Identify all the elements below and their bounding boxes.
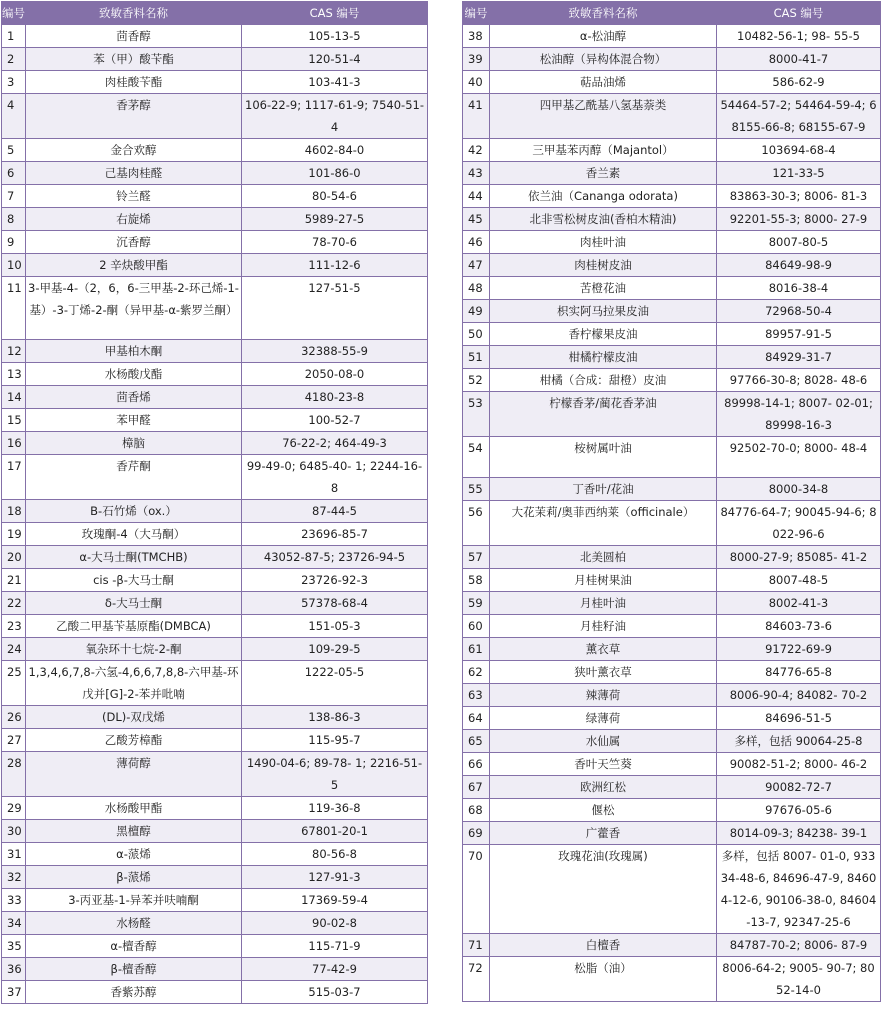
table-row bbox=[463, 392, 881, 437]
row-number: 41 bbox=[463, 94, 490, 139]
table-row bbox=[463, 277, 881, 300]
table-row bbox=[463, 730, 881, 753]
cas-number: 43052-87-5; 23726-94-5 bbox=[242, 546, 428, 569]
cas-number: 101-86-0 bbox=[242, 162, 428, 185]
row-number: 37 bbox=[2, 981, 26, 1004]
header-row bbox=[2, 2, 428, 25]
fragrance-name: 沉香醇 bbox=[26, 231, 242, 254]
cas-number: 23726-92-3 bbox=[242, 569, 428, 592]
fragrance-name: β-蒎烯 bbox=[26, 866, 242, 889]
cas-number: 106-22-9; 1117-61-9; 7540-51-4 bbox=[242, 94, 428, 139]
cas-number: 515-03-7 bbox=[242, 981, 428, 1004]
cas-number: 103-41-3 bbox=[242, 71, 428, 94]
cas-number: 78-70-6 bbox=[242, 231, 428, 254]
fragrance-name: 水仙属 bbox=[490, 730, 717, 753]
row-number: 4 bbox=[2, 94, 26, 139]
cas-number: 84929-31-7 bbox=[717, 346, 881, 369]
row-number: 19 bbox=[2, 523, 26, 546]
row-number: 66 bbox=[463, 753, 490, 776]
cas-number: 76-22-2; 464-49-3 bbox=[242, 432, 428, 455]
cas-number: 109-29-5 bbox=[242, 638, 428, 661]
row-number: 48 bbox=[463, 277, 490, 300]
fragrance-name: β-檀香醇 bbox=[26, 958, 242, 981]
cas-number: 84776-64-7; 90045-94-6; 8022-96-6 bbox=[717, 501, 881, 546]
cas-number: 92502-70-0; 8000- 48-4 bbox=[717, 437, 881, 478]
cas-number: 89998-14-1; 8007- 02-01; 89998-16-3 bbox=[717, 392, 881, 437]
row-number: 18 bbox=[2, 500, 26, 523]
row-number: 15 bbox=[2, 409, 26, 432]
fragrance-name: 北非雪松树皮油(香柏木精油) bbox=[490, 208, 717, 231]
header-name: 致敏香料名称 bbox=[26, 2, 242, 25]
table-row bbox=[463, 71, 881, 94]
table-row bbox=[463, 369, 881, 392]
table-row bbox=[2, 935, 428, 958]
fragrance-name: 香茅醇 bbox=[26, 94, 242, 139]
row-number: 28 bbox=[2, 752, 26, 797]
cas-number: 84696-51-5 bbox=[717, 707, 881, 730]
fragrance-name: 薰衣草 bbox=[490, 638, 717, 661]
fragrance-name: 黑檀醇 bbox=[26, 820, 242, 843]
row-number: 42 bbox=[463, 139, 490, 162]
cas-number: 89957-91-5 bbox=[717, 323, 881, 346]
table-row bbox=[2, 500, 428, 523]
fragrance-name: 香紫苏醇 bbox=[26, 981, 242, 1004]
table-row bbox=[2, 455, 428, 500]
fragrance-name: 3-甲基-4-（2，6，6-三甲基-2-环己烯-1-基）-3-丁烯-2-酮（异甲基-α-紫罗兰酮） bbox=[26, 277, 242, 340]
cas-number: 23696-85-7 bbox=[242, 523, 428, 546]
row-number: 12 bbox=[2, 340, 26, 363]
row-number: 35 bbox=[2, 935, 26, 958]
table-row bbox=[2, 706, 428, 729]
table-row bbox=[463, 25, 881, 48]
cas-number: 111-12-6 bbox=[242, 254, 428, 277]
row-number: 45 bbox=[463, 208, 490, 231]
fragrance-name: 水杨酸戊酯 bbox=[26, 363, 242, 386]
fragrance-name: 狭叶薰衣草 bbox=[490, 661, 717, 684]
cas-number: 97676-05-6 bbox=[717, 799, 881, 822]
fragrance-name: α-蒎烯 bbox=[26, 843, 242, 866]
table-row bbox=[2, 546, 428, 569]
fragrance-name: 白檀香 bbox=[490, 934, 717, 957]
table-row bbox=[463, 185, 881, 208]
table-row bbox=[2, 185, 428, 208]
fragrance-name: 水杨醛 bbox=[26, 912, 242, 935]
row-number: 26 bbox=[2, 706, 26, 729]
cas-number: 84603-73-6 bbox=[717, 615, 881, 638]
fragrance-name: 铃兰醛 bbox=[26, 185, 242, 208]
table-row bbox=[463, 162, 881, 185]
fragrance-name: 依兰油（Cananga odorata) bbox=[490, 185, 717, 208]
table-row bbox=[463, 684, 881, 707]
table-row bbox=[463, 478, 881, 501]
table-row bbox=[463, 208, 881, 231]
cas-number: 72968-50-4 bbox=[717, 300, 881, 323]
cas-number: 100-52-7 bbox=[242, 409, 428, 432]
row-number: 65 bbox=[463, 730, 490, 753]
cas-number: 67801-20-1 bbox=[242, 820, 428, 843]
row-number: 53 bbox=[463, 392, 490, 437]
fragrance-name: 玫瑰酮-4（大马酮） bbox=[26, 523, 242, 546]
row-number: 52 bbox=[463, 369, 490, 392]
table-row bbox=[463, 615, 881, 638]
cas-number: 90-02-8 bbox=[242, 912, 428, 935]
table-row bbox=[2, 981, 428, 1004]
fragrance-name: 月桂树果油 bbox=[490, 569, 717, 592]
header-num: 编号 bbox=[2, 2, 26, 25]
fragrance-name: 苦橙花油 bbox=[490, 277, 717, 300]
fragrance-name: δ-大马士酮 bbox=[26, 592, 242, 615]
cas-number: 119-36-8 bbox=[242, 797, 428, 820]
row-number: 31 bbox=[2, 843, 26, 866]
fragrance-name: 三甲基苯丙醇（Majantol） bbox=[490, 139, 717, 162]
header-cas: CAS 编号 bbox=[242, 2, 428, 25]
cas-number: 32388-55-9 bbox=[242, 340, 428, 363]
fragrance-name: 月桂籽油 bbox=[490, 615, 717, 638]
table-row bbox=[2, 569, 428, 592]
fragrance-name: 香兰素 bbox=[490, 162, 717, 185]
header-cas: CAS 编号 bbox=[717, 2, 881, 25]
table-row bbox=[2, 752, 428, 797]
row-number: 60 bbox=[463, 615, 490, 638]
row-number: 21 bbox=[2, 569, 26, 592]
table-row bbox=[2, 231, 428, 254]
fragrance-name: 乙酸芳樟酯 bbox=[26, 729, 242, 752]
table-row bbox=[463, 546, 881, 569]
row-number: 39 bbox=[463, 48, 490, 71]
row-number: 27 bbox=[2, 729, 26, 752]
table-row bbox=[463, 254, 881, 277]
fragrance-name: 氧杂环十七烷-2-酮 bbox=[26, 638, 242, 661]
cas-number: 4602-84-0 bbox=[242, 139, 428, 162]
cas-number: 80-56-8 bbox=[242, 843, 428, 866]
row-number: 8 bbox=[2, 208, 26, 231]
row-number: 36 bbox=[2, 958, 26, 981]
table-row bbox=[2, 363, 428, 386]
row-number: 47 bbox=[463, 254, 490, 277]
table-row bbox=[2, 889, 428, 912]
row-number: 59 bbox=[463, 592, 490, 615]
fragrance-name: 苯甲醛 bbox=[26, 409, 242, 432]
row-number: 49 bbox=[463, 300, 490, 323]
fragrance-name: 萜品油烯 bbox=[490, 71, 717, 94]
fragrance-name: 枳实阿马拉果皮油 bbox=[490, 300, 717, 323]
fragrance-name: 香叶天竺葵 bbox=[490, 753, 717, 776]
row-number: 20 bbox=[2, 546, 26, 569]
cas-number: 97766-30-8; 8028- 48-6 bbox=[717, 369, 881, 392]
row-number: 30 bbox=[2, 820, 26, 843]
row-number: 43 bbox=[463, 162, 490, 185]
cas-number: 4180-23-8 bbox=[242, 386, 428, 409]
fragrance-name: 己基肉桂醛 bbox=[26, 162, 242, 185]
row-number: 58 bbox=[463, 569, 490, 592]
header-name: 致敏香料名称 bbox=[490, 2, 717, 25]
table-row bbox=[2, 162, 428, 185]
table-row bbox=[463, 707, 881, 730]
row-number: 14 bbox=[2, 386, 26, 409]
cas-number: 8000-34-8 bbox=[717, 478, 881, 501]
cas-number: 8007-80-5 bbox=[717, 231, 881, 254]
cas-number: 91722-69-9 bbox=[717, 638, 881, 661]
row-number: 5 bbox=[2, 139, 26, 162]
row-number: 64 bbox=[463, 707, 490, 730]
row-number: 54 bbox=[463, 437, 490, 478]
table-row bbox=[2, 71, 428, 94]
fragrance-name: 辣薄荷 bbox=[490, 684, 717, 707]
fragrance-name: 甲基柏木酮 bbox=[26, 340, 242, 363]
table-row bbox=[2, 661, 428, 706]
fragrance-name: 桉树属叶油 bbox=[490, 437, 717, 478]
table-row bbox=[2, 615, 428, 638]
header-row bbox=[463, 2, 881, 25]
cas-number: 54464-57-2; 54464-59-4; 68155-66-8; 68155-67-9 bbox=[717, 94, 881, 139]
cas-number: 8006-64-2; 9005- 90-7; 8052-14-0 bbox=[717, 957, 881, 1002]
fragrance-name: 肉桂叶油 bbox=[490, 231, 717, 254]
table-row bbox=[463, 661, 881, 684]
row-number: 13 bbox=[2, 363, 26, 386]
table-row bbox=[2, 797, 428, 820]
cas-number: 127-51-5 bbox=[242, 277, 428, 340]
cas-number: 84649-98-9 bbox=[717, 254, 881, 277]
table-row bbox=[2, 25, 428, 48]
row-number: 38 bbox=[463, 25, 490, 48]
row-number: 3 bbox=[2, 71, 26, 94]
header-num: 编号 bbox=[463, 2, 490, 25]
row-number: 33 bbox=[2, 889, 26, 912]
table-row bbox=[2, 340, 428, 363]
cas-number: 77-42-9 bbox=[242, 958, 428, 981]
table-row bbox=[2, 94, 428, 139]
fragrance-name: 大花茉莉/奥菲西纳莱（officinale） bbox=[490, 501, 717, 546]
fragrance-name: 欧洲红松 bbox=[490, 776, 717, 799]
fragrance-name: 松脂（油） bbox=[490, 957, 717, 1002]
table-row bbox=[463, 845, 881, 934]
table-row bbox=[463, 753, 881, 776]
fragrance-name: 肉桂酸苄酯 bbox=[26, 71, 242, 94]
cas-number: 103694-68-4 bbox=[717, 139, 881, 162]
cas-number: 138-86-3 bbox=[242, 706, 428, 729]
cas-number: 8014-09-3; 84238- 39-1 bbox=[717, 822, 881, 845]
row-number: 22 bbox=[2, 592, 26, 615]
row-number: 44 bbox=[463, 185, 490, 208]
cas-number: 87-44-5 bbox=[242, 500, 428, 523]
table-row bbox=[463, 592, 881, 615]
cas-number: 115-95-7 bbox=[242, 729, 428, 752]
cas-number: 121-33-5 bbox=[717, 162, 881, 185]
table-row bbox=[2, 48, 428, 71]
row-number: 11 bbox=[2, 277, 26, 340]
row-number: 63 bbox=[463, 684, 490, 707]
fragrance-name: B-石竹烯（ox.） bbox=[26, 500, 242, 523]
cas-number: 120-51-4 bbox=[242, 48, 428, 71]
table-row bbox=[463, 776, 881, 799]
table-row bbox=[463, 323, 881, 346]
table-row bbox=[463, 799, 881, 822]
row-number: 1 bbox=[2, 25, 26, 48]
row-number: 62 bbox=[463, 661, 490, 684]
cas-number: 17369-59-4 bbox=[242, 889, 428, 912]
table-row bbox=[463, 822, 881, 845]
cas-number: 5989-27-5 bbox=[242, 208, 428, 231]
row-number: 56 bbox=[463, 501, 490, 546]
cas-number: 115-71-9 bbox=[242, 935, 428, 958]
table-row bbox=[463, 934, 881, 957]
row-number: 70 bbox=[463, 845, 490, 934]
cas-number: 92201-55-3; 8000- 27-9 bbox=[717, 208, 881, 231]
table-row bbox=[463, 231, 881, 254]
table-row bbox=[2, 432, 428, 455]
row-number: 57 bbox=[463, 546, 490, 569]
table-row bbox=[2, 277, 428, 340]
table-row bbox=[2, 208, 428, 231]
fragrance-name: 薄荷醇 bbox=[26, 752, 242, 797]
fragrance-name: 玫瑰花油(玫瑰属) bbox=[490, 845, 717, 934]
row-number: 16 bbox=[2, 432, 26, 455]
table-row bbox=[463, 346, 881, 369]
table-row bbox=[2, 820, 428, 843]
fragrance-name: 北美圆柏 bbox=[490, 546, 717, 569]
cas-number: 8000-41-7 bbox=[717, 48, 881, 71]
row-number: 6 bbox=[2, 162, 26, 185]
fragrance-name: 苯（甲）酸苄酯 bbox=[26, 48, 242, 71]
row-number: 71 bbox=[463, 934, 490, 957]
fragrance-name: 3-丙亚基-1-异苯并呋喃酮 bbox=[26, 889, 242, 912]
table-row bbox=[2, 523, 428, 546]
row-number: 55 bbox=[463, 478, 490, 501]
fragrance-name: (DL)-双戊烯 bbox=[26, 706, 242, 729]
row-number: 40 bbox=[463, 71, 490, 94]
row-number: 50 bbox=[463, 323, 490, 346]
fragrance-name: 金合欢醇 bbox=[26, 139, 242, 162]
cas-number: 127-91-3 bbox=[242, 866, 428, 889]
fragrance-name: 2 辛炔酸甲酯 bbox=[26, 254, 242, 277]
table-row bbox=[2, 139, 428, 162]
table-row bbox=[463, 139, 881, 162]
row-number: 46 bbox=[463, 231, 490, 254]
row-number: 68 bbox=[463, 799, 490, 822]
fragrance-name: 四甲基乙酰基八氢基萘类 bbox=[490, 94, 717, 139]
cas-number: 多样，包括 8007- 01-0, 93334-48-6, 84696-47-9, 84604-12-6, 90106-38-0, 84604-13-7, 92347-25-6 bbox=[717, 845, 881, 934]
cas-number: 83863-30-3; 8006- 81-3 bbox=[717, 185, 881, 208]
table-row bbox=[463, 501, 881, 546]
cas-number: 105-13-5 bbox=[242, 25, 428, 48]
table-row bbox=[463, 638, 881, 661]
fragrance-name: 1,3,4,6,7,8-六氢-4,6,6,7,8,8-六甲基-环戊并[G]-2-苯并吡喃 bbox=[26, 661, 242, 706]
row-number: 72 bbox=[463, 957, 490, 1002]
row-number: 23 bbox=[2, 615, 26, 638]
row-number: 2 bbox=[2, 48, 26, 71]
table-row bbox=[2, 843, 428, 866]
cas-number: 99-49-0; 6485-40- 1; 2244-16-8 bbox=[242, 455, 428, 500]
cas-number: 8007-48-5 bbox=[717, 569, 881, 592]
row-number: 17 bbox=[2, 455, 26, 500]
cas-number: 586-62-9 bbox=[717, 71, 881, 94]
cas-number: 10482-56-1; 98- 55-5 bbox=[717, 25, 881, 48]
fragrance-name: 柑橘柠檬皮油 bbox=[490, 346, 717, 369]
fragrance-name: 广藿香 bbox=[490, 822, 717, 845]
fragrance-name: 月桂叶油 bbox=[490, 592, 717, 615]
table-row bbox=[2, 729, 428, 752]
cas-number: 8016-38-4 bbox=[717, 277, 881, 300]
fragrance-name: 丁香叶/花油 bbox=[490, 478, 717, 501]
row-number: 10 bbox=[2, 254, 26, 277]
table-row bbox=[2, 386, 428, 409]
cas-number: 57378-68-4 bbox=[242, 592, 428, 615]
table-row bbox=[463, 300, 881, 323]
allergen-table-left bbox=[1, 1, 428, 1004]
fragrance-name: 柑橘（合成：甜橙）皮油 bbox=[490, 369, 717, 392]
fragrance-name: 樟脑 bbox=[26, 432, 242, 455]
table-row bbox=[2, 638, 428, 661]
table-row bbox=[2, 409, 428, 432]
row-number: 29 bbox=[2, 797, 26, 820]
cas-number: 84787-70-2; 8006- 87-9 bbox=[717, 934, 881, 957]
table-row bbox=[463, 437, 881, 478]
fragrance-name: 茴香烯 bbox=[26, 386, 242, 409]
cas-number: 多样，包括 90064-25-8 bbox=[717, 730, 881, 753]
row-number: 34 bbox=[2, 912, 26, 935]
cas-number: 84776-65-8 bbox=[717, 661, 881, 684]
table-row bbox=[463, 957, 881, 1002]
cas-number: 80-54-6 bbox=[242, 185, 428, 208]
fragrance-name: 乙酸二甲基苄基原酯(DMBCA) bbox=[26, 615, 242, 638]
row-number: 9 bbox=[2, 231, 26, 254]
fragrance-name: 茴香醇 bbox=[26, 25, 242, 48]
table-row bbox=[463, 94, 881, 139]
table-row bbox=[2, 254, 428, 277]
fragrance-name: 香柠檬果皮油 bbox=[490, 323, 717, 346]
row-number: 24 bbox=[2, 638, 26, 661]
fragrance-name: 肉桂树皮油 bbox=[490, 254, 717, 277]
row-number: 7 bbox=[2, 185, 26, 208]
fragrance-name: α-松油醇 bbox=[490, 25, 717, 48]
allergen-table-right bbox=[462, 1, 881, 1002]
fragrance-name: 水杨酸甲酯 bbox=[26, 797, 242, 820]
cas-number: 8006-90-4; 84082- 70-2 bbox=[717, 684, 881, 707]
fragrance-name: 松油醇（异构体混合物） bbox=[490, 48, 717, 71]
table-row bbox=[2, 912, 428, 935]
cas-number: 1222-05-5 bbox=[242, 661, 428, 706]
row-number: 32 bbox=[2, 866, 26, 889]
cas-number: 8000-27-9; 85085- 41-2 bbox=[717, 546, 881, 569]
row-number: 61 bbox=[463, 638, 490, 661]
row-number: 67 bbox=[463, 776, 490, 799]
row-number: 51 bbox=[463, 346, 490, 369]
cas-number: 151-05-3 bbox=[242, 615, 428, 638]
fragrance-name: α-檀香醇 bbox=[26, 935, 242, 958]
cas-number: 8002-41-3 bbox=[717, 592, 881, 615]
fragrance-name: 柠檬香茅/蔺花香茅油 bbox=[490, 392, 717, 437]
cas-number: 1490-04-6; 89-78- 1; 2216-51-5 bbox=[242, 752, 428, 797]
table-row bbox=[2, 592, 428, 615]
fragrance-name: cis -β-大马士酮 bbox=[26, 569, 242, 592]
cas-number: 90082-51-2; 8000- 46-2 bbox=[717, 753, 881, 776]
fragrance-name: 右旋烯 bbox=[26, 208, 242, 231]
fragrance-name: 偃松 bbox=[490, 799, 717, 822]
cas-number: 2050-08-0 bbox=[242, 363, 428, 386]
fragrance-name: 香芹酮 bbox=[26, 455, 242, 500]
row-number: 25 bbox=[2, 661, 26, 706]
cas-number: 90082-72-7 bbox=[717, 776, 881, 799]
table-row bbox=[463, 48, 881, 71]
fragrance-name: α-大马士酮(TMCHB) bbox=[26, 546, 242, 569]
fragrance-name: 绿薄荷 bbox=[490, 707, 717, 730]
table-row bbox=[2, 866, 428, 889]
table-row bbox=[463, 569, 881, 592]
row-number: 69 bbox=[463, 822, 490, 845]
table-row bbox=[2, 958, 428, 981]
